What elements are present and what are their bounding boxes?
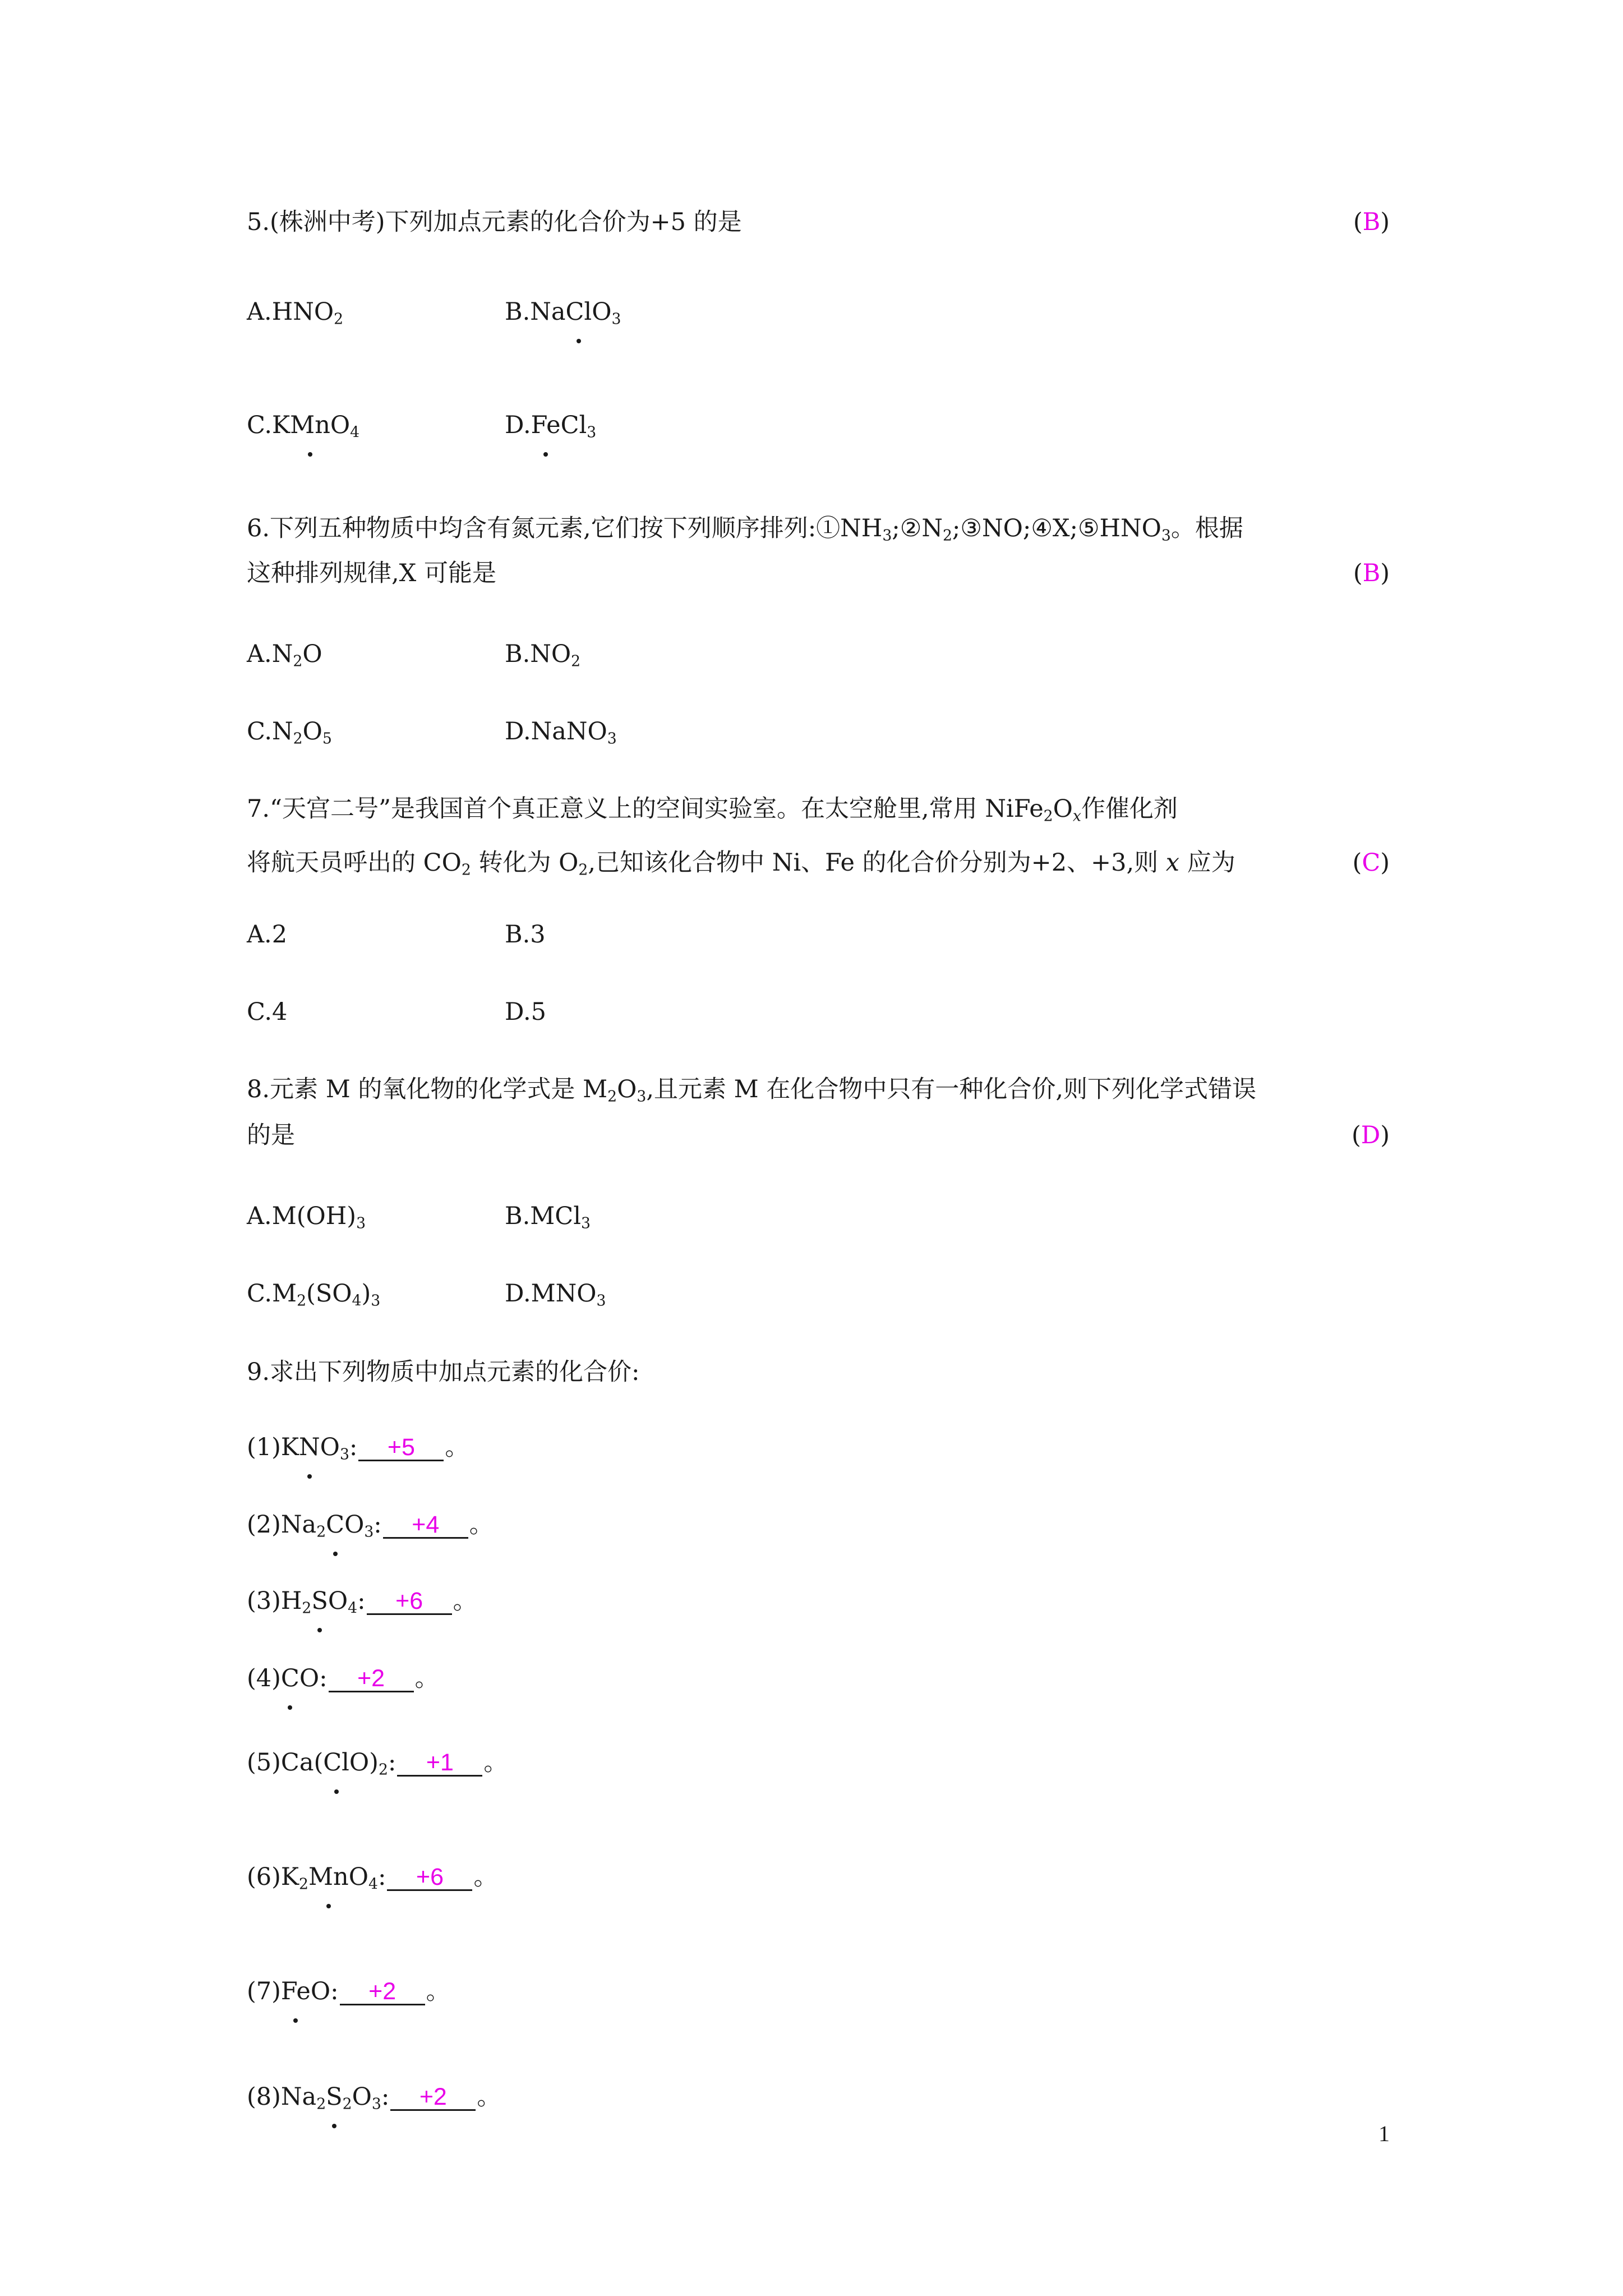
q6-option-c: $C.N_2O_5$ xyxy=(247,717,332,748)
q9-answer-blank-1[interactable]: +5 xyxy=(358,1435,444,1461)
q9-answer-blank-6[interactable]: +6 xyxy=(387,1865,472,1891)
q7-option-b: B.3 xyxy=(505,921,546,949)
q8-stem-line2 xyxy=(247,1119,1390,1152)
q9-text: 求出下列物质中加点元素的化合价: xyxy=(270,1358,640,1386)
q6-text-line2: 这种排列规律,X 可能是 xyxy=(247,559,496,587)
q9-answer-blank-5[interactable]: +1 xyxy=(397,1750,482,1777)
q8-text-line2: 的是 xyxy=(247,1121,295,1149)
q6-option-d: D.NaNO$_3$ xyxy=(505,717,617,748)
q8-option-c: $C.M_2(SO_4)_3$ xyxy=(247,1280,381,1310)
q9-item-1: $(1)KNO_3$: +5 。 xyxy=(247,1430,1390,1464)
q6-stem-line1 xyxy=(247,512,1390,545)
q6-text-line1: 下列五种物质中均含有氮元素,它们按下列顺序排列$:①NH_3;②N_2;③NO;④X;⑤HNO_3$。根据 xyxy=(270,514,1243,545)
q8-option-d: $D.MNO_3$ xyxy=(505,1280,606,1310)
q8-text-line1: 元素 M 的氧化物的化学式是 $M_2O_3$,且元素 M 在化合物中只有一种化合价,则下列化学式错误 xyxy=(270,1075,1257,1106)
q7-stem-line1 xyxy=(247,792,1390,826)
q6-answer: (B) xyxy=(1353,559,1390,587)
q8-answer: (D) xyxy=(1351,1121,1390,1149)
q5-number: 5. xyxy=(247,208,270,236)
q9-item-7: (7)FeO: +2 。 xyxy=(247,1975,1390,2008)
q9-item-6: $(6)K_2MnO_4$: +6 。 xyxy=(247,1860,1390,1894)
q6-option-a: $A.N_2O$ xyxy=(247,640,322,670)
q9-item-2: $(2)Na_2CO_3$: +4 。 xyxy=(247,1508,1390,1542)
q5-option-a: $A.HNO_2$ xyxy=(247,298,344,328)
q7-number: 7. xyxy=(247,795,270,823)
q5-option-d: D.FeCl$_3$ xyxy=(505,408,596,442)
q9-stem xyxy=(247,1355,1390,1389)
q7-text-line1: “天宫二号”是我国首个真正意义上的空间实验室。在太空舱里,常用 $NiFe_2O_x$作催化剂 xyxy=(270,795,1178,825)
q9-number: 9. xyxy=(247,1358,270,1386)
q9-item-5: $(5)Ca(ClO)_2$: +1 。 xyxy=(247,1746,1390,1779)
q6-option-b: $B.NO_2$ xyxy=(505,640,581,670)
q9-answer-blank-7[interactable]: +2 xyxy=(340,1979,425,2005)
q7-text-line2: 将航天员呼出的 $CO_2$ 转化为 $O_2$,已知该化合物中 Ni、Fe 的化合价分别为+2、+3,则 x 应为 xyxy=(247,849,1235,879)
q5-stem xyxy=(247,205,1390,239)
q9-item-8: $(8)Na_2S_2O_3$: +2 。 xyxy=(247,2080,1390,2114)
q5-text: (株洲中考)下列加点元素的化合价为+5 的是 xyxy=(270,208,742,236)
q7-option-c: C.4 xyxy=(247,998,288,1026)
q8-option-b: B.MCl$_3$ xyxy=(505,1202,591,1232)
q9-item-4: (4)CO: +2 。 xyxy=(247,1662,1390,1695)
q9-answer-blank-4[interactable]: +2 xyxy=(329,1666,414,1692)
q9-answer-blank-3[interactable]: +6 xyxy=(367,1589,452,1615)
q8-stem-line1 xyxy=(247,1073,1390,1106)
q7-stem-line2 xyxy=(247,846,1390,880)
q6-number: 6. xyxy=(247,514,270,542)
q8-option-a: $A.M(OH)_3$ xyxy=(247,1202,366,1232)
q6-stem-line2 xyxy=(247,556,1390,590)
q9-item-3: $(3)H_2SO_4$: +6 。 xyxy=(247,1584,1390,1618)
q7-option-a: A.2 xyxy=(247,921,288,949)
q5-option-b: B.NaClO$_3$ xyxy=(505,295,621,329)
q7-answer: (C) xyxy=(1352,849,1390,877)
q7-option-d: D.5 xyxy=(505,998,546,1026)
q5-option-c: C.KMnO$_4$ xyxy=(247,408,359,442)
q9-answer-blank-8[interactable]: +2 xyxy=(390,2085,476,2111)
page-number: 1 xyxy=(1378,2121,1390,2146)
q5-answer: (B) xyxy=(1353,208,1390,236)
q8-number: 8. xyxy=(247,1075,270,1103)
q9-answer-blank-2[interactable]: +4 xyxy=(383,1512,468,1539)
